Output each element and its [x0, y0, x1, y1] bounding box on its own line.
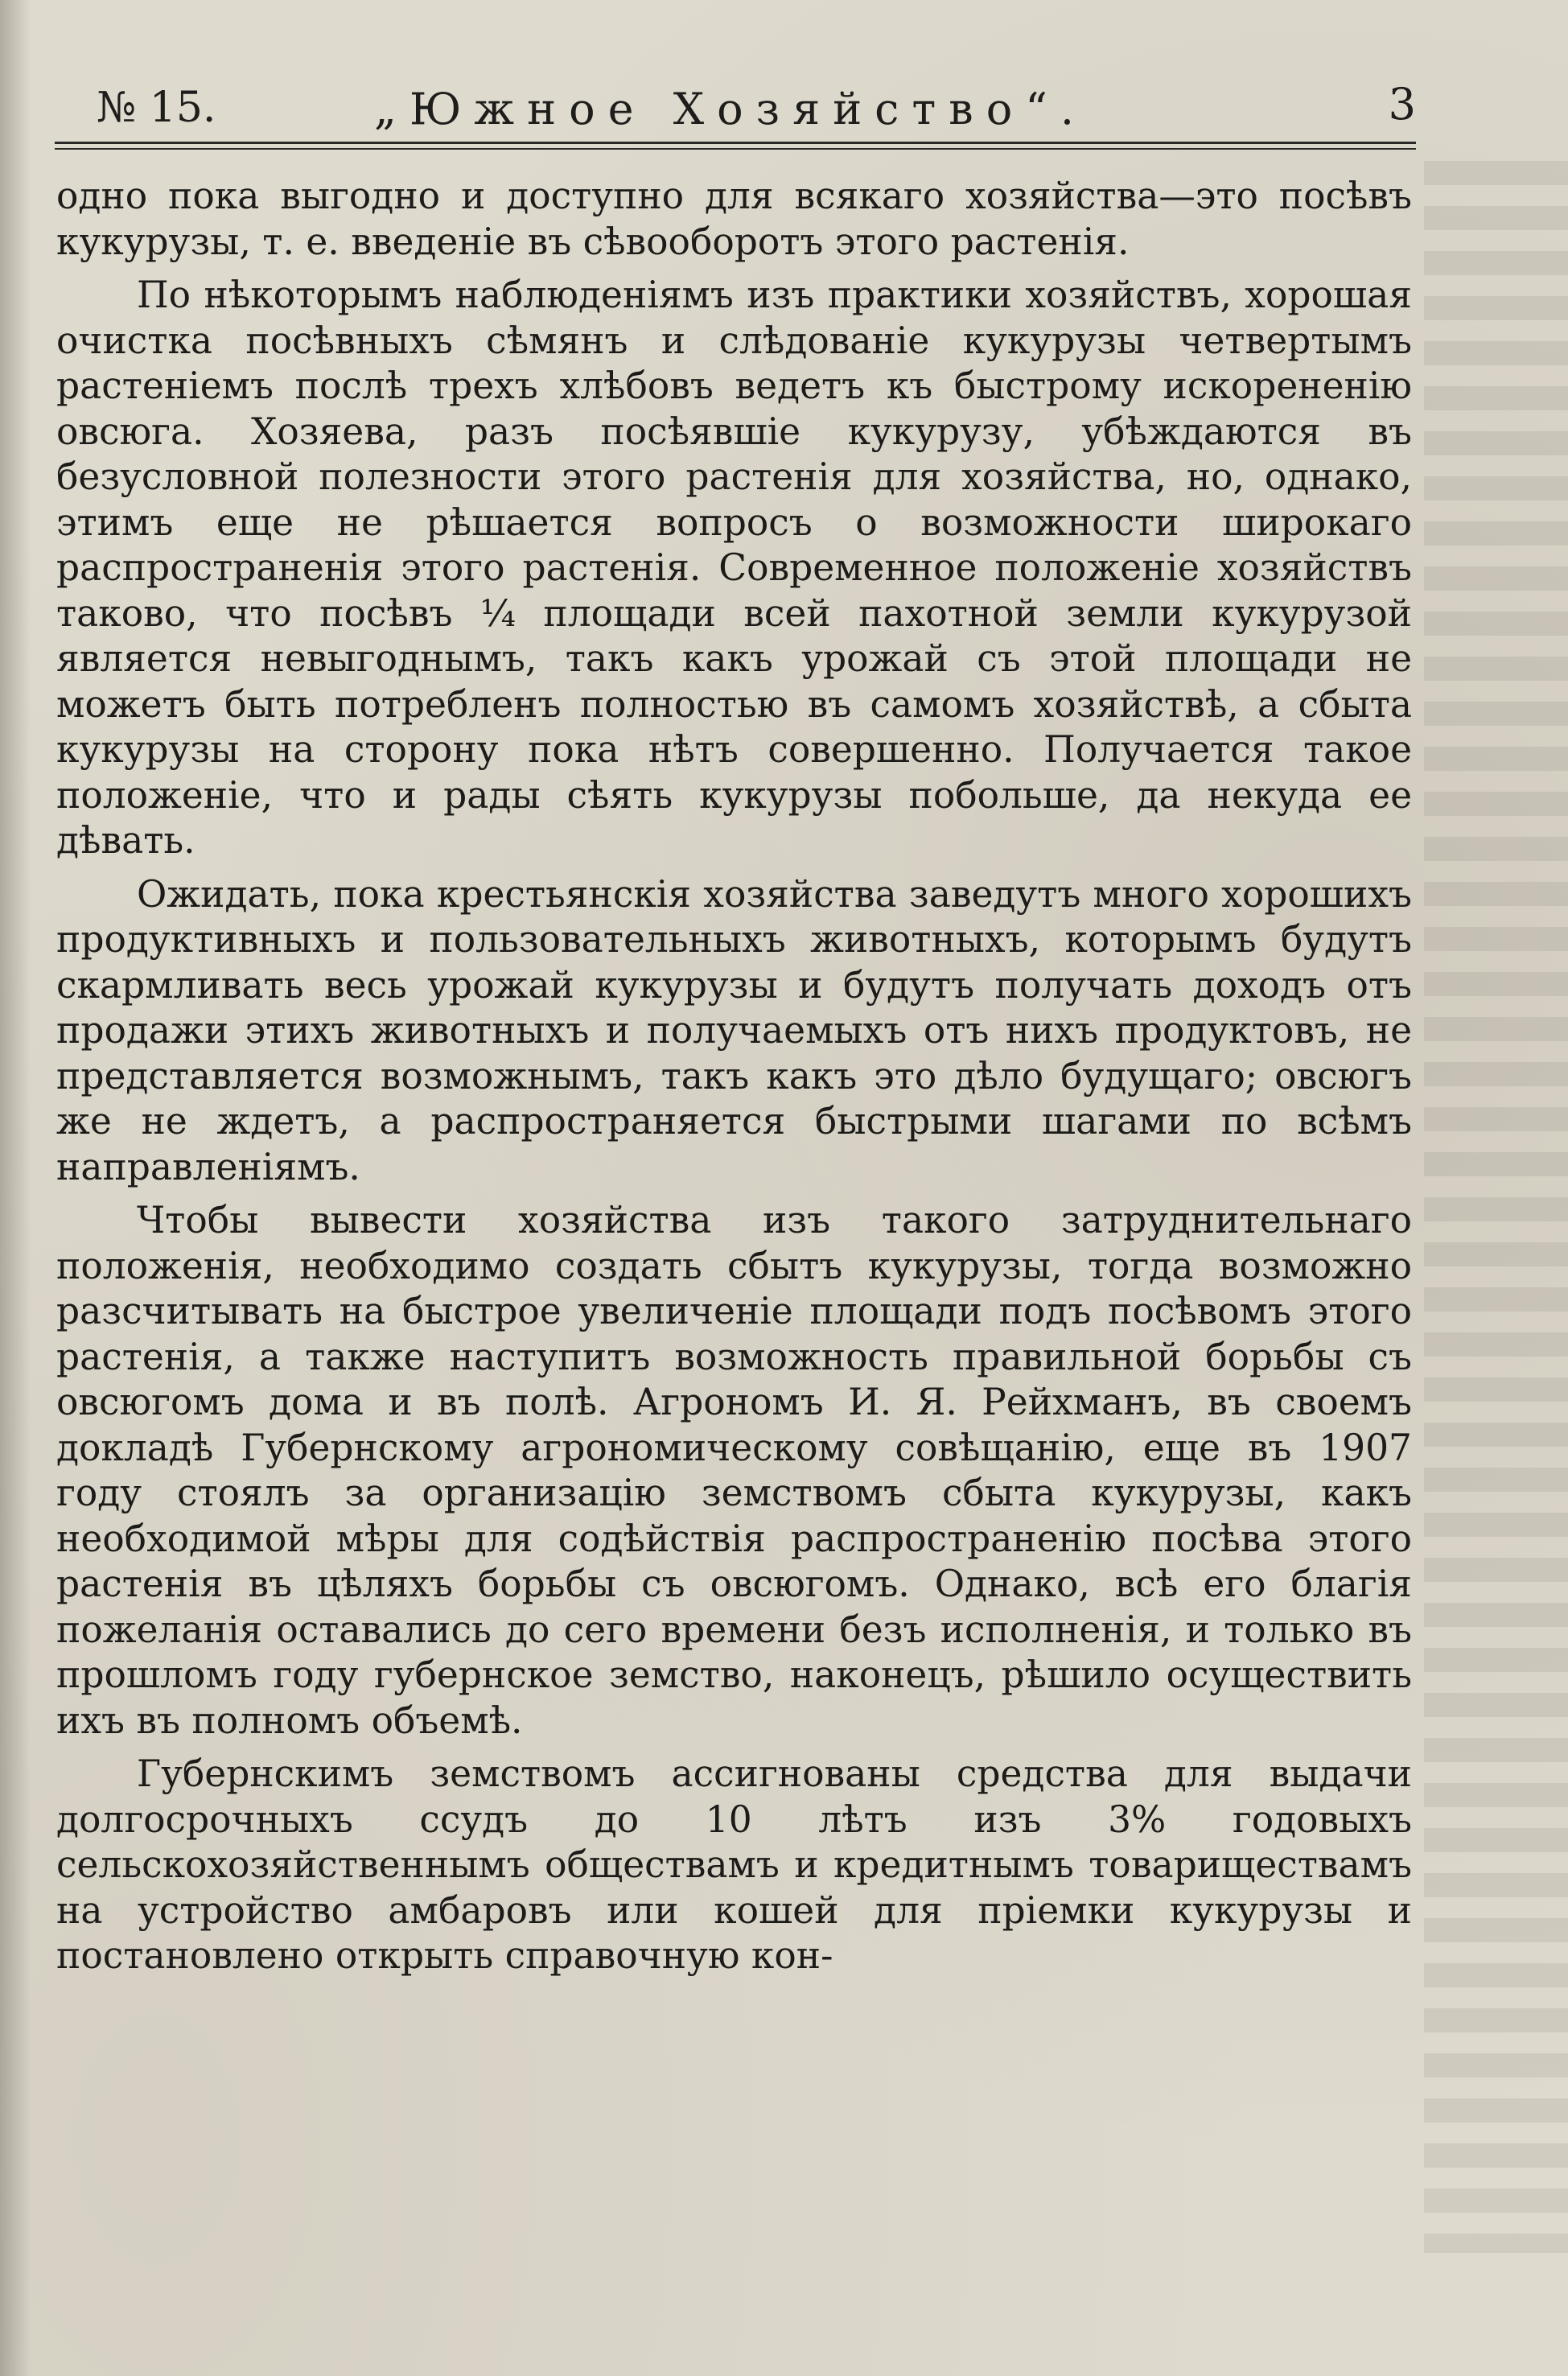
journal-title: „Южное Хозяйство“. [374, 84, 1087, 134]
page-number: 3 [1388, 79, 1416, 130]
paragraph: Губернскимъ земствомъ ассигнованы средства для выдачи долгосрочныхъ ссудъ до 10 лѣтъ изъ 3% годовыхъ сельскохозяйственнымъ обществамъ и кредитнымъ товариществамъ на устройство амбаровъ или кошей для пріемки кукурузы и постановлено открыть справочную кон- [56, 1752, 1412, 1977]
paragraph: По нѣкоторымъ наблюденіямъ изъ практики хозяйствъ, хорошая очистка посѣвныхъ сѣмянъ и слѣдованіе кукурузы четвертымъ растеніемъ послѣ трехъ хлѣбовъ ведетъ къ быстрому искорененію овсюга. Хозяева, разъ посѣявшіе кукурузу, убѣждаются въ безусловной полезности этого растенія для хозяйства, но, однако, этимъ еще не рѣшается вопросъ о возможности широкаго распространенія этого растенія. Современное положеніе хозяйствъ таково, что посѣвъ ¼ площади всей пахотной земли кукурузой является невыгоднымъ, такъ какъ урожай съ этой площади не можетъ быть потребленъ полностью въ самомъ хозяйствѣ, а сбыта кукурузы на сторону пока нѣтъ совершенно. Получается такое положеніе, что и рады сѣять кукурузы побольше, да некуда ее дѣвать. [56, 274, 1412, 862]
header-rule-thick [55, 142, 1416, 144]
header-rule-thin [55, 148, 1416, 150]
paragraph: одно пока выгодно и доступно для всякаго хозяйства—это посѣвъ кукурузы, т. е. введеніе въ сѣвооборотъ этого растенія. [56, 175, 1412, 263]
article-body [56, 174, 1412, 1979]
issue-number: № 15. [97, 84, 216, 132]
bleed-through-margin [1424, 161, 1568, 2253]
paragraph: Ожидать, пока крестьянскія хозяйства заведутъ много хорошихъ продуктивныхъ и пользовательныхъ животныхъ, которымъ будутъ скармливать весь урожай кукурузы и будутъ получать доходъ отъ продажи этихъ животныхъ и получаемыхъ отъ нихъ продуктовъ, не представляется возможнымъ, такъ какъ это дѣло будущаго; овсюгъ же не ждетъ, а распространяется быстрыми шагами по всѣмъ направленіямъ. [56, 872, 1412, 1188]
running-header [97, 79, 1416, 148]
paragraph: Чтобы вывести хозяйства изъ такого затруднительнаго положенія, необходимо создать сбытъ кукурузы, тогда возможно разсчитывать на быстрое увеличеніе площади подъ посѣвомъ этого растенія, а также наступитъ возможность правильной борьбы съ овсюгомъ дома и въ полѣ. Агрономъ И. Я. Рейхманъ, въ своемъ докладѣ Губернскому агрономическому совѣщанію, еще въ 1907 году стоялъ за организацію земствомъ сбыта кукурузы, какъ необходимой мѣры для содѣйствія распространенію посѣва этого растенія въ цѣляхъ борьбы съ овсюгомъ. Однако, всѣ его благія пожеланія оставались до сего времени безъ исполненія, и только въ прошломъ году губернское земство, наконецъ, рѣшило осуществить ихъ въ полномъ объемѣ. [56, 1199, 1412, 1742]
binding-shadow [0, 0, 31, 2376]
